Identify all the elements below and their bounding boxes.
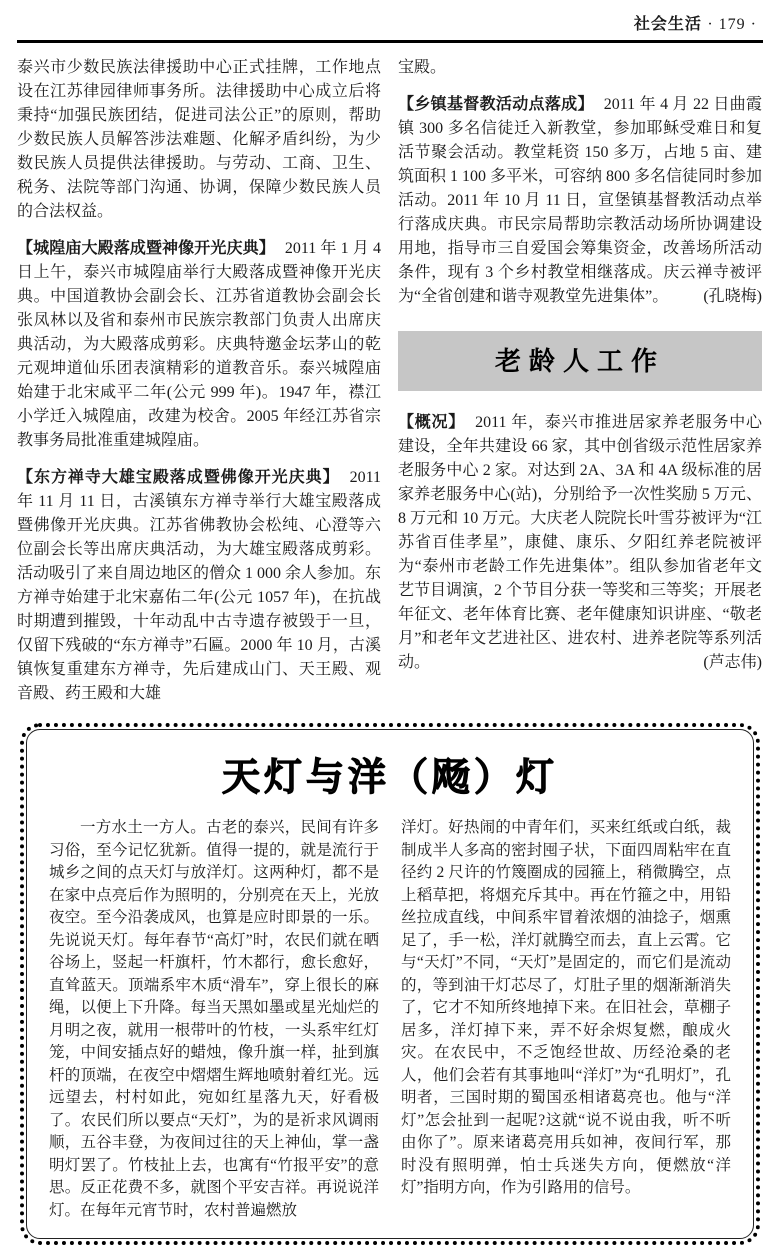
entry-body: 2011 年 4 月 22 日曲霞镇 300 多名信徒迁入新教堂，参加耶稣受难日和复活节聚会活动。教堂耗资 150 多万，占地 5 亩、建筑面积 1 100 多平米，可容纳 800 多名信徒同时参加活动。2011 年 10 月 11 日，宣堡镇基督教活动点举行落成庆典。市民宗局帮助宗教活动场所协调建设用地，指导市三自爱国会筹集资金，改善场所活动条件，现有 3 个乡村教堂相继落成。庆云禅寺被评为“全省创建和谐寺观教堂先进集体”。 bbox=[398, 96, 763, 305]
feature-title: 天灯与洋（飏）灯 bbox=[221, 757, 558, 799]
entry-chenghuang-temple bbox=[17, 237, 381, 453]
paragraph-continuation bbox=[398, 56, 762, 80]
paragraph-text: 宝殿。 bbox=[398, 59, 447, 76]
entry-title: 【乡镇基督教活动点落成】 bbox=[398, 96, 594, 113]
section-banner-title: 老龄人工作 bbox=[494, 346, 665, 376]
main-columns bbox=[17, 56, 763, 719]
paragraph-minority-law-aid bbox=[17, 56, 381, 224]
entry-church-completion bbox=[398, 93, 762, 309]
page-number: · 179 · bbox=[707, 16, 757, 33]
entry-title: 【城隍庙大殿落成暨神像开光庆典】 bbox=[17, 240, 275, 257]
entry-title: 【概况】 bbox=[398, 414, 466, 431]
column-right bbox=[398, 56, 762, 719]
entry-overview bbox=[398, 411, 762, 675]
entry-body: 2011 年 11 月 11 日，古溪镇东方禅寺举行大雄宝殿落成暨佛像开光庆典。江苏省佛教协会松纯、心澄等六位副会长等出席庆典活动，为大雄宝殿落成剪彩。活动吸引了来自周边地区的僧众 1 000 余人参加。东方禅寺始建于北宋嘉佑二年(公元 1057 年)，在抗战时期遭到摧毁，十年动乱中古寺遗存被毁于一旦，仅留下残破的“东方禅寺”石匾。2000 年 10 月，古溪镇恢复重建东方禅寺，先后建成山门、天王殿、观音殿、药王殿和大雄 bbox=[17, 469, 382, 702]
feature-column-right: 洋灯。好热闹的中青年们，买来红纸或白纸，裁制成半人多高的密封囤子状，下面四周粘牢在直径约 2 尺许的竹篾圈成的园箍上，稍微腾空，点上稻草把，将烟充斥其中。再在竹箍之中，用铅丝拉成直线，中间系牢冒着浓烟的油捻子，烟熏足了，手一松，洋灯就腾空而去，直上云霄。它与“天灯”不同，“天灯”是固定的，而它们是流动的，等到油干灯芯尽了，灯肚子里的烟渐渐消失了，它才不知所终地掉下来。在旧社会，草棚子居多，洋灯掉下来，弄不好余烬复燃，酿成火灾。在农民中，不乏饱经世故、历经沧桑的老人，他们会若有其事地叫“洋灯”为“孔明灯”，孔明者，三国时期的蜀国丞相诸葛亮也。他与“洋灯”怎会扯到一起呢?这就“说不说由我，听不听由你了”。原来诸葛亮用兵如神，夜间行军，那时没有照明弹，怕士兵迷失方向，便燃放“洋灯”指明方向，作为引路用的信号。 bbox=[401, 819, 731, 1196]
feature-box-inner-border bbox=[26, 729, 754, 1239]
entry-body: 2011 年，泰兴市推进居家养老服务中心建设，全年共建设 66 家，其中创省级示范性居家养老服务中心 2 家。对达到 2A、3A 和 4A 级标准的居家养老服务中心(站)，分别给予一次性奖励 5 万元、8 万元和 10 万元。大庆老人院院长叶雪芬被评为“江苏省百佳孝星”，康健、康乐、夕阳红养老院被评为“泰州市老龄工作先进集体”。组队参加省老年文艺节目调演，2 个节目分获一等奖和三等奖；开展老年征文、老年体育比赛、老年健康知识讲座、“敬老月”和老年文艺进社区、进农村、进养老院等系列活动。 bbox=[398, 414, 763, 671]
section-label: 社会生活 bbox=[633, 16, 702, 33]
feature-box bbox=[20, 723, 760, 1245]
feature-column-left: 一方水土一方人。古老的泰兴，民间有许多习俗，至今记忆犹新。值得一提的，就是流行于城乡之间的点天灯与放洋灯。这两种灯，都不是在家中点亮后作为照明的，分别亮在天上，光放夜空。至今沿袭成风，也算是应时即景的一乐。先说说天灯。每年春节“高灯”时，农民们就在晒谷场上，竖起一杆旗杆，竹木都行，愈长愈好，直耸蓝天。顶端系牢木质“滑车”，穿上很长的麻绳，以便上下升降。每当天黑如墨或星光灿烂的月明之夜，就用一根带叶的竹枝，一头系牢红灯笼，中间安插点好的蜡烛，像升旗一样，扯到旗杆的顶端，在夜空中熠熠生辉地喷射着红光。远远望去，村村如此，宛如红星落九天，好看极了。农民们所以要点“天灯”，为的是祈求风调雨顺，五谷丰登，为夜间过往的天上神仙，掌一盏明灯罢了。竹枝扯上去，也寓有“竹报平安”的意思。反正花费不多，就图个平安吉祥。再说说洋灯。在每年元宵节时，农村普遍燃放 bbox=[49, 819, 379, 1219]
header-rule bbox=[17, 40, 763, 43]
entry-dongfang-temple bbox=[17, 466, 381, 706]
paragraph-text: 泰兴市少数民族法律援助中心正式挂牌，工作地点设在江苏律园律师事务所。法律援助中心成立后将秉持“加强民族团结，促进司法公正”的原则，帮助少数民族人员解答涉法难题、化解矛盾纠纷，为少数民族人员提供法律援助。与劳动、工商、卫生、税务、法院等部门沟通、协调，保障少数民族人员的合法权益。 bbox=[17, 59, 381, 220]
column-left bbox=[17, 56, 381, 719]
entry-title: 【东方禅寺大雄宝殿落成暨佛像开光庆典】 bbox=[17, 469, 340, 486]
running-head bbox=[17, 14, 763, 36]
feature-columns bbox=[49, 817, 731, 1222]
section-banner-elderly-work bbox=[398, 331, 762, 391]
byline-author: (孔晓梅) bbox=[703, 288, 762, 305]
byline-author: (芦志伟) bbox=[703, 654, 762, 671]
entry-body: 2011 年 1 月 4 日上午，泰兴市城隍庙举行大殿落成暨神像开光庆典。中国道教协会副会长、江苏省道教协会副会长张凤林以及省和泰州市民族宗教部门负责人出席庆典活动，为大殿落成剪彩。庆典特邀金坛茅山的乾元观坤道仙乐团表演精彩的道教音乐。泰兴城隍庙始建于北宋咸平二年(公元 999 年)。1947 年，襟江小学迁入城隍庙，改建为校舍。2005 年经江苏省宗教事务局批准重建城隍庙。 bbox=[17, 240, 381, 449]
